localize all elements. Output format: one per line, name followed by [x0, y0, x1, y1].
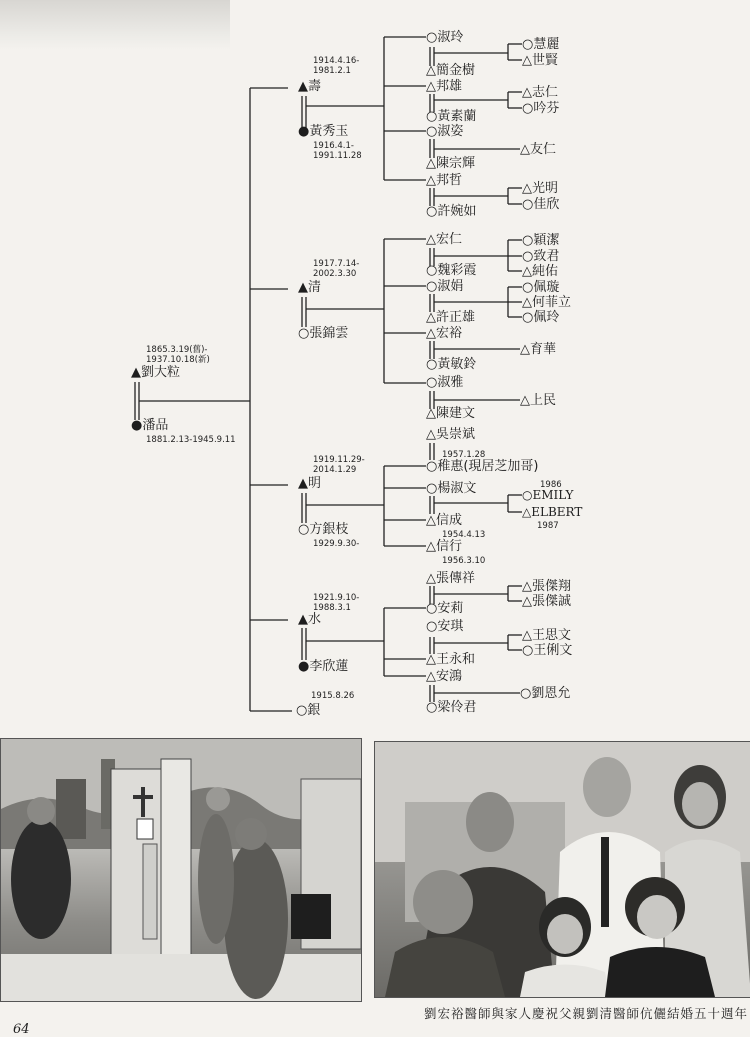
gen3-person: ○稚惠(現居芝加哥): [426, 459, 539, 474]
gen2-head-dates: 1921.9.10- 1988.3.1: [313, 593, 360, 613]
family-photo: [374, 741, 750, 998]
gen3-person: △邦哲: [426, 173, 462, 188]
gen2-head-dates: 1917.7.14- 2002.3.30: [313, 259, 360, 279]
gen2-spouse-name: ●李欣蓮: [298, 659, 349, 674]
gen2-head-name: ▲清: [298, 280, 321, 295]
root-female-dates: 1881.2.13-1945.9.11: [146, 435, 236, 445]
gen4-person: ○劉恩允: [520, 686, 571, 701]
gen3-person: △吳崇斌: [426, 427, 475, 442]
gen2-head-name: ▲水: [298, 612, 321, 627]
gen4-person: △張傑誠: [522, 594, 571, 609]
root-male-dates: 1865.3.19(舊)- 1937.10.18(新): [146, 345, 210, 365]
gen4-person: △友仁: [520, 142, 556, 157]
gen3-person: △簡金樹: [426, 63, 475, 78]
gen2-head-name: ▲壽: [298, 79, 321, 94]
gen3-person: ○淑玲: [426, 30, 464, 45]
gen4-person: △純佑: [522, 264, 558, 279]
gen4-person: ○穎潔: [522, 233, 560, 248]
root-male-name: ▲劉大粒: [131, 365, 180, 380]
root-female-name: ●潘品: [131, 418, 169, 433]
cemetery-photo-illustration: [1, 739, 361, 1001]
gen4-dates: 1986: [540, 480, 562, 490]
gen3-dates: 1957.1.28: [442, 450, 486, 460]
gen4-person: △王思文: [522, 628, 571, 643]
gen3-person: △信成: [426, 513, 462, 528]
gen3-person: ○楊淑文: [426, 481, 477, 496]
gen2-spouse-name: ●黃秀玉: [298, 124, 349, 139]
gen4-dates: 1987: [537, 521, 559, 531]
gen4-person: ○慧麗: [522, 37, 560, 52]
gen3-person: ○魏彩霞: [426, 263, 477, 278]
gen4-person: ○EMILY: [522, 488, 574, 502]
gen3-person: △張傳祥: [426, 571, 475, 586]
page-number: 64: [13, 1022, 30, 1037]
gen3-person: △許正雄: [426, 310, 475, 325]
gen4-person: ○王俐文: [522, 643, 573, 658]
gen3-dates: 1954.4.13: [442, 530, 486, 540]
gen2-head-dates: 1919.11.29- 2014.1.29: [313, 455, 365, 475]
gen2-head-dates: 1914.4.16- 1981.2.1: [313, 56, 360, 76]
gen2-head-name: ▲明: [298, 476, 321, 491]
gen3-person: ○黃素蘭: [426, 109, 477, 124]
gen4-person: ○佩玲: [522, 310, 560, 325]
gen3-dates: 1956.3.10: [442, 556, 486, 566]
gen4-person: △張傑翔: [522, 579, 571, 594]
gen4-person: ○佳欣: [522, 197, 560, 212]
gen4-person: △光明: [522, 181, 558, 196]
gen3-person: △王永和: [426, 652, 475, 667]
gen4-person: △志仁: [522, 85, 558, 100]
gen3-person: ○安莉: [426, 601, 464, 616]
gen2-spouse-dates: 1916.4.1- 1991.11.28: [313, 141, 362, 161]
gen3-person: △宏仁: [426, 232, 462, 247]
gen3-person: ○許婉如: [426, 204, 477, 219]
gen3-person: ○淑娟: [426, 279, 464, 294]
gen4-person: △ELBERT: [522, 505, 583, 519]
gen4-person: △育華: [520, 342, 556, 357]
gen3-person: △邦雄: [426, 79, 462, 94]
gen3-person: △陳宗輝: [426, 156, 475, 171]
gen3-person: △陳建文: [426, 406, 475, 421]
gen2-spouse-name: ○方銀枝: [298, 522, 349, 537]
gen3-person: ○淑姿: [426, 124, 464, 139]
cemetery-photo: [0, 738, 362, 1002]
gen2-head-name: ○銀: [296, 703, 321, 718]
gen2-head-dates: 1915.8.26: [311, 691, 355, 701]
gen3-person: △宏裕: [426, 326, 462, 341]
gen2-spouse-dates: 1929.9.30-: [313, 539, 360, 549]
gen3-person: ○黃敏鈴: [426, 357, 477, 372]
gen3-person: △信行: [426, 539, 462, 554]
gen3-person: ○梁伶君: [426, 700, 477, 715]
gen4-person: ○吟芬: [522, 101, 560, 116]
gen4-person: △何菲立: [522, 295, 571, 310]
gen3-person: △安鴻: [426, 669, 462, 684]
gen4-person: △世賢: [522, 53, 558, 68]
gen3-person: ○淑雅: [426, 375, 464, 390]
gen3-person: ○安琪: [426, 619, 464, 634]
gen4-person: ○致君: [522, 249, 560, 264]
family-photo-illustration: [375, 742, 750, 997]
gen4-person: ○佩璇: [522, 280, 560, 295]
gen2-spouse-name: ○張錦雲: [298, 326, 349, 341]
gen4-person: △上民: [520, 393, 556, 408]
photo-caption: 劉宏裕醫師與家人慶祝父親劉清醫師伉儷結婚五十週年: [423, 1006, 748, 1021]
